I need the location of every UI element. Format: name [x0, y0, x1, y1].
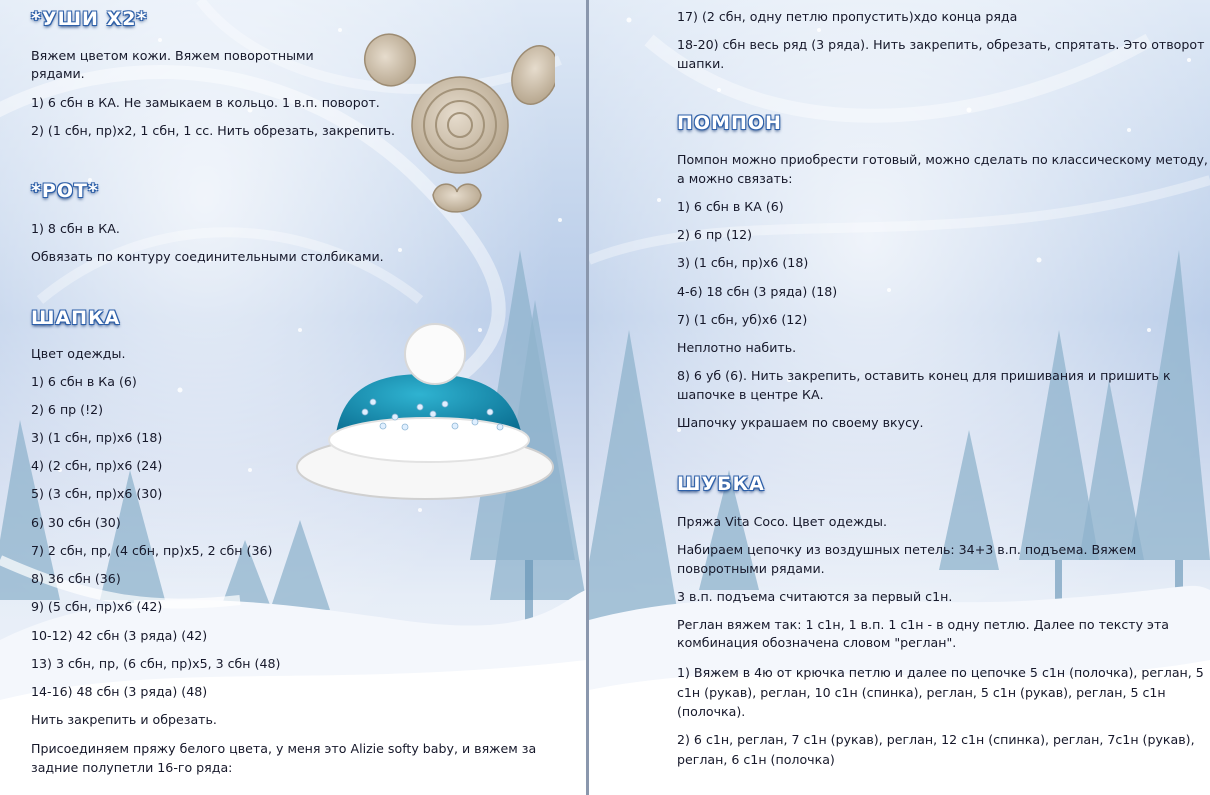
pompom-intro-a: Помпон можно приобрести готовый, можно сделать по классическому методу,: [677, 152, 1208, 167]
coat-line-2b: поворотными рядами.: [677, 561, 825, 576]
ears-heading: *УШИ X2*: [31, 8, 148, 30]
hat-line-12: 13) 3 сбн, пр, (6 сбн, пр)х5, 3 сбн (48): [31, 656, 281, 671]
pompom-line-3: 3) (1 сбн, пр)х6 (18): [677, 255, 809, 270]
mouth-line-2: Обвязать по контуру соединительными столбиками.: [31, 249, 384, 264]
coat-line-4a: Реглан вяжем так: 1 с1н, 1 в.п. 1 с1н - в одну петлю. Далее по тексту эта: [677, 617, 1169, 632]
coat-line-5b: с1н (рукав), реглан, 10 с1н (спинка), реглан, 5 с1н (рукав), реглан, 5 с1н: [677, 685, 1166, 700]
coat-line-2a: Набираем цепочку из воздушных петель: 34+3 в.п. подъема. Вяжем: [677, 542, 1137, 557]
right-page: [589, 0, 1210, 795]
coat-line-1: Пряжа Vita Coco. Цвет одежды.: [677, 514, 887, 529]
pompom-line-6: Неплотно набить.: [677, 340, 797, 355]
pompom-intro-b: а можно связать:: [677, 171, 793, 186]
pompom-line-8b: шапочке в центре КА.: [677, 387, 824, 402]
ears-line-4: 2) (1 сбн, пр)х2, 1 сбн, 1 сс. Нить обрезать, закрепить.: [31, 123, 395, 138]
pompom-line-1: 1) 6 сбн в КА (6): [677, 199, 784, 214]
collar-line-17: 17) (2 сбн, одну петлю пропустить)хдо конца ряда: [677, 9, 1018, 24]
hat-photo: [295, 322, 560, 504]
hat-line-6: 5) (3 сбн, пр)х6 (30): [31, 486, 163, 501]
collar-line-18a: 18-20) сбн весь ряд (3 ряда). Нить закрепить, обрезать, спрятать. Это отворот: [677, 37, 1205, 52]
hat-line-3: 2) 6 пр (!2): [31, 402, 104, 417]
coat-line-6b: реглан, 6 с1н (полочка): [677, 752, 835, 767]
hat-line-2: 1) 6 сбн в Ка (6): [31, 374, 137, 389]
pompom-line-8a: 8) 6 уб (6). Нить закрепить, оставить конец для пришивания и пришить к: [677, 368, 1171, 383]
pompom-heading: ПОМПОН: [677, 112, 782, 134]
pompom-line-5: 7) (1 сбн, уб)х6 (12): [677, 312, 808, 327]
ears-line-3: 1) 6 сбн в КА. Не замыкаем в кольцо. 1 в.п. поворот.: [31, 95, 380, 110]
hat-line-15: Присоединяем пряжу белого цвета, у меня это Alizie softy baby, и вяжем за: [31, 741, 537, 756]
ears-line-1: Вяжем цветом кожи. Вяжем поворотными: [31, 48, 314, 63]
hat-line-8: 7) 2 сбн, пр, (4 сбн, пр)х5, 2 сбн (36): [31, 543, 273, 558]
pompom-line-4: 4-6) 18 сбн (3 ряда) (18): [677, 284, 838, 299]
pompom-end: Шапочку украшаем по своему вкусу.: [677, 415, 924, 430]
collar-line-18b: шапки.: [677, 56, 725, 71]
pompom-line-2: 2) 6 пр (12): [677, 227, 753, 242]
ears-line-2: рядами.: [31, 66, 85, 81]
hat-line-13: 14-16) 48 сбн (3 ряда) (48): [31, 684, 208, 699]
mouth-line-1: 1) 8 сбн в КА.: [31, 221, 120, 236]
mouth-heading: *РОТ*: [31, 180, 99, 202]
hat-line-1: Цвет одежды.: [31, 346, 126, 361]
coat-heading: ШУБКА: [677, 473, 765, 495]
hat-line-16: задние полупетли 16-го ряда:: [31, 760, 233, 775]
hat-line-11: 10-12) 42 сбн (3 ряда) (42): [31, 628, 208, 643]
hat-line-10: 9) (5 сбн, пр)х6 (42): [31, 599, 163, 614]
hat-heading: ШАПКА: [31, 307, 121, 329]
hat-line-5: 4) (2 сбн, пр)х6 (24): [31, 458, 163, 473]
hat-line-7: 6) 30 сбн (30): [31, 515, 121, 530]
coat-line-5c: (полочка).: [677, 704, 746, 719]
coat-line-6a: 2) 6 с1н, реглан, 7 с1н (рукав), реглан, 12 с1н (спинка), реглан, 7с1н (рукав),: [677, 732, 1195, 747]
coat-line-5a: 1) Вяжем в 4ю от крючка петлю и далее по цепочке 5 с1н (полочка), реглан, 5: [677, 665, 1204, 680]
left-page: [0, 0, 586, 795]
hat-line-9: 8) 36 сбн (36): [31, 571, 121, 586]
hat-line-14: Нить закрепить и обрезать.: [31, 712, 217, 727]
hat-line-4: 3) (1 сбн, пр)х6 (18): [31, 430, 163, 445]
coat-line-4b: комбинация обозначена словом "реглан".: [677, 635, 957, 650]
coat-line-3: 3 в.п. подъема считаются за первый с1н.: [677, 589, 953, 604]
